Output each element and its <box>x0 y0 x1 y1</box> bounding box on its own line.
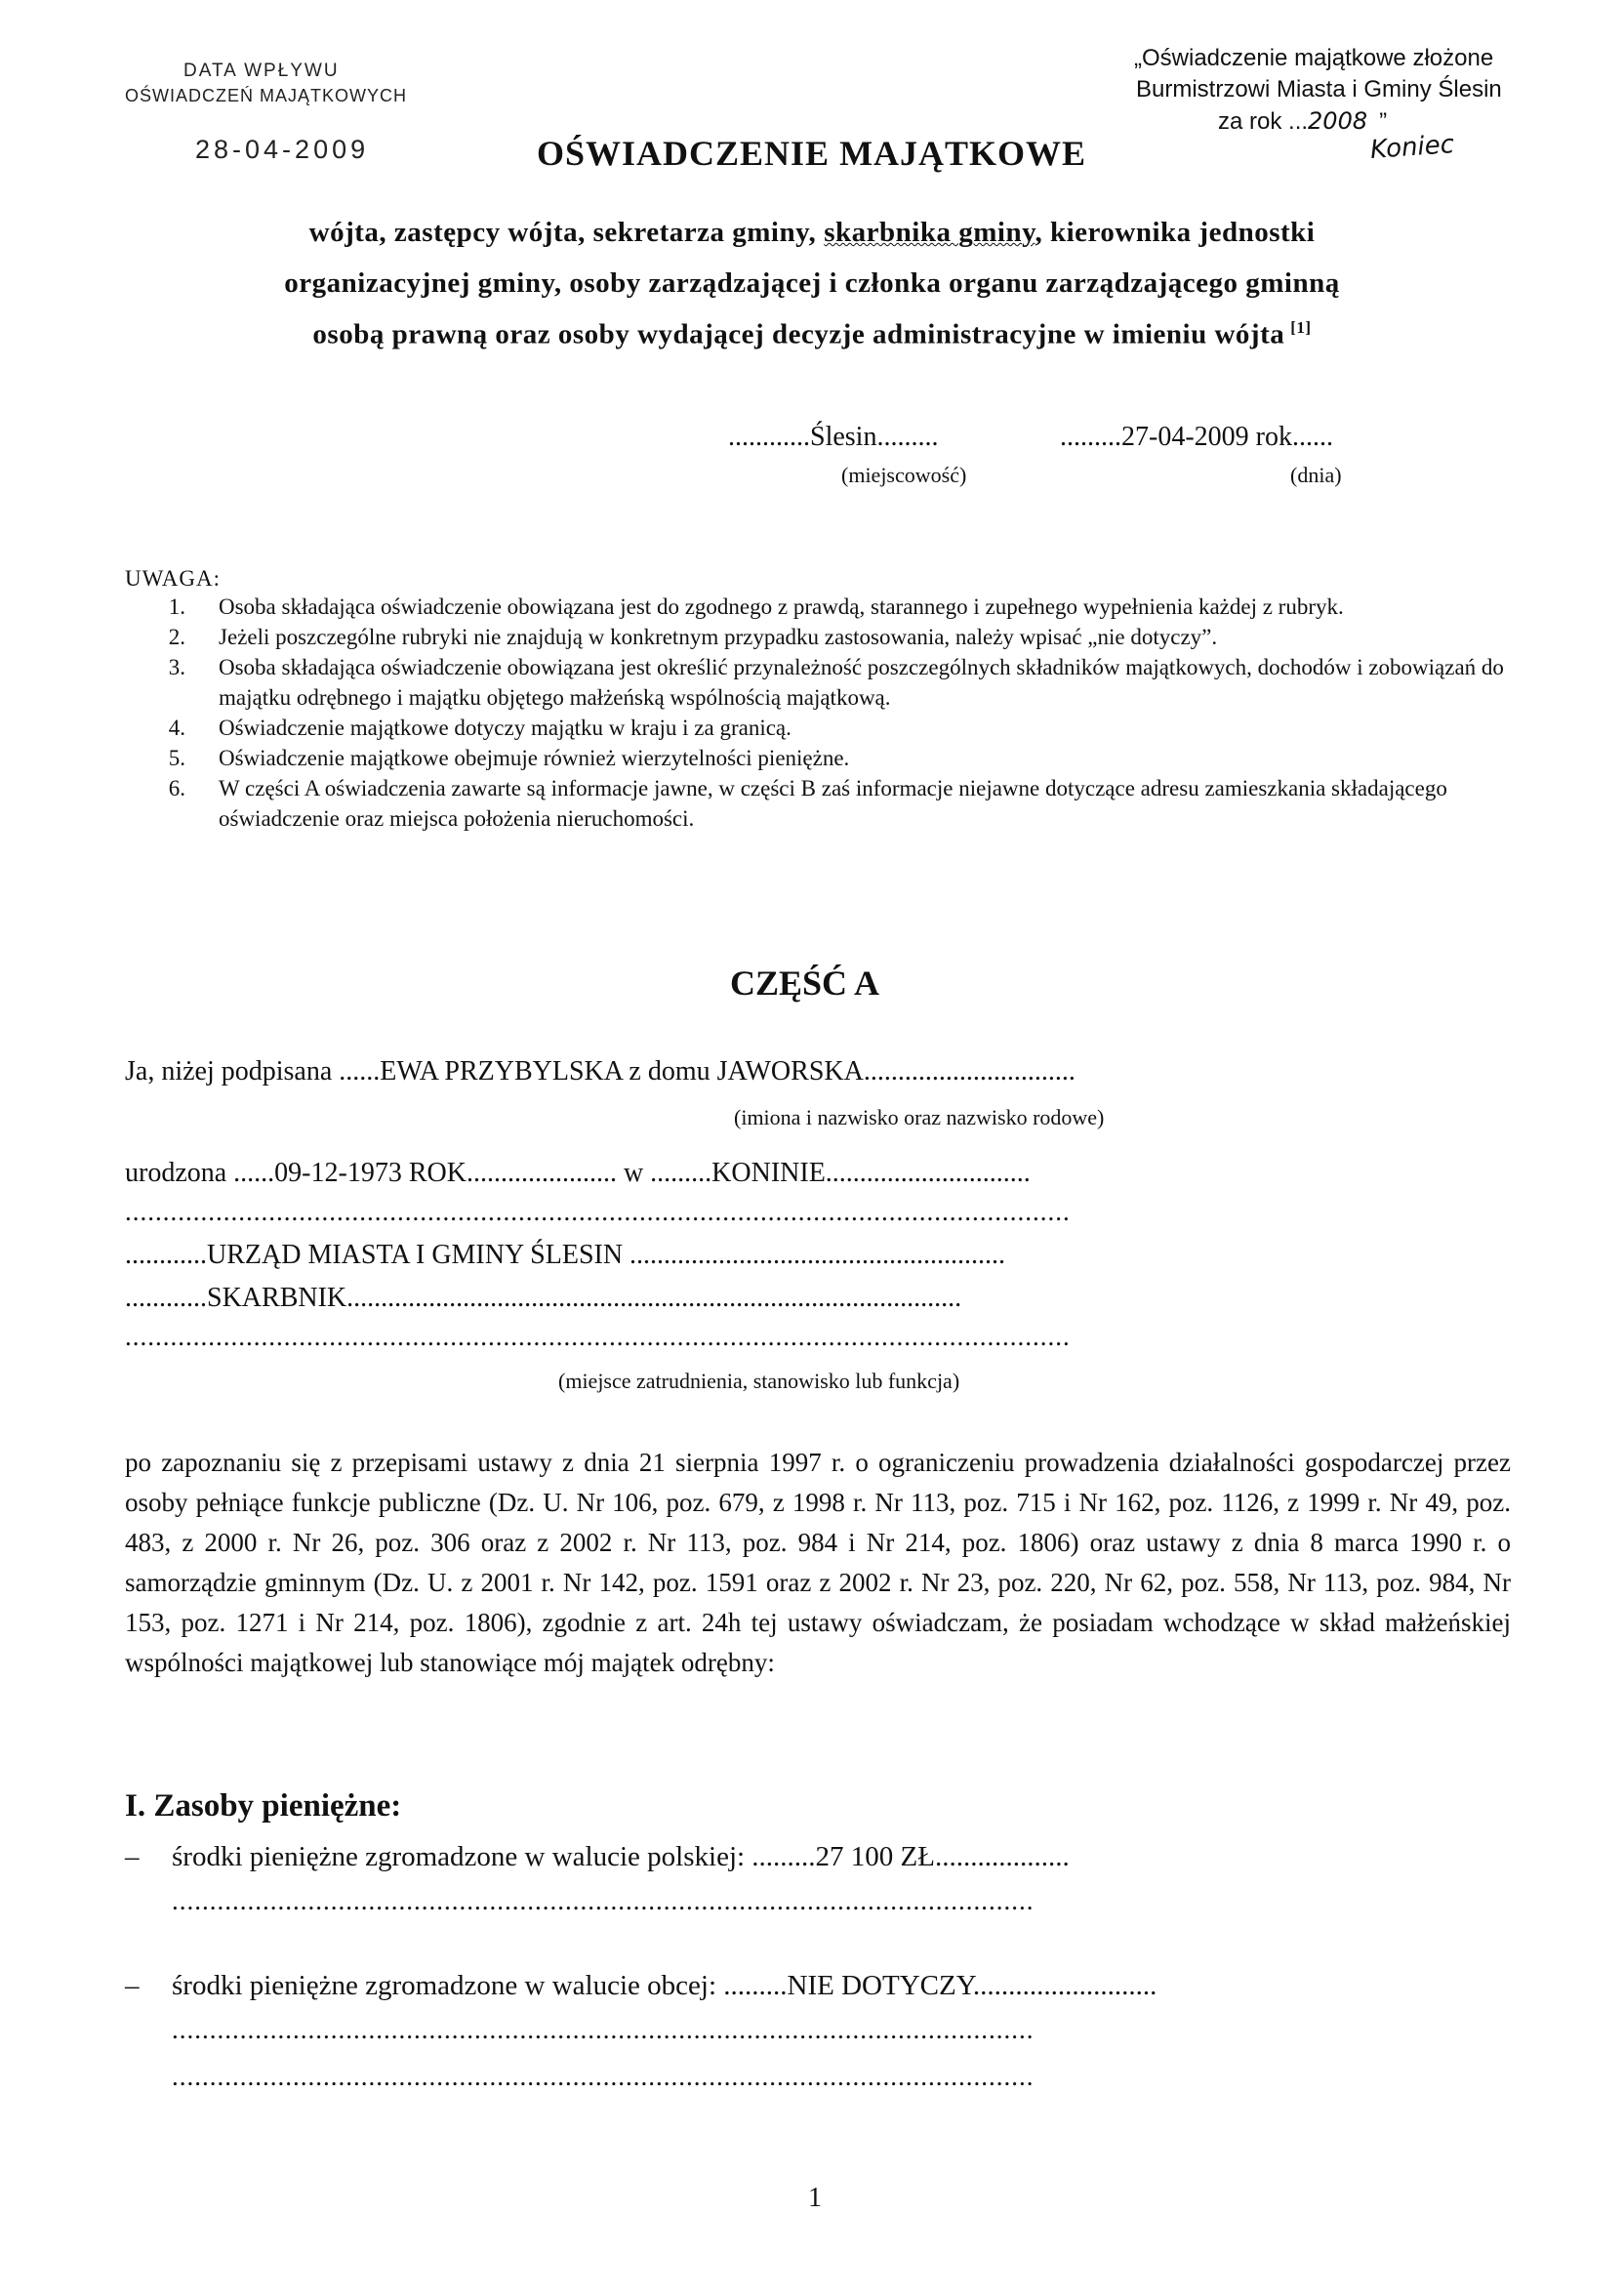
notes-item-number: 4. <box>168 716 185 740</box>
blank-dotted-line: ............................................................................................................................. <box>125 1197 1071 1226</box>
notes-item-5 <box>156 743 1522 773</box>
subtitle-part-b: skarbnika gminy <box>824 217 1035 248</box>
declarant-name-line: Ja, niżej podpisana ......EWA PRZYBYLSKA z domu JAWORSKA............................... <box>125 1056 1076 1086</box>
declarant-name-caption: (imiona i nazwisko oraz nazwisko rodowe) <box>734 1105 1105 1129</box>
page-number: 1 <box>808 2183 822 2213</box>
header-note-line3 <box>1218 107 1387 136</box>
subtitle-part-c: , kierownika jednostki <box>1035 217 1316 248</box>
birth-line: urodzona ......09-12-1973 ROK...................... w .........KONINIE.............................. <box>125 1158 1031 1188</box>
document-title: OŚWIADCZENIE MAJĄTKOWE <box>537 134 1087 173</box>
section-1-heading: I. Zasoby pieniężne: <box>125 1788 402 1824</box>
date-caption: (dnia) <box>1290 463 1342 487</box>
dash-bullet: – <box>125 1841 140 1872</box>
notes-item-text: Oświadczenie majątkowe dotyczy majątku w kraju i za granicą. <box>219 716 792 740</box>
notes-item-number: 1. <box>168 594 185 619</box>
header-note-year: 2008 <box>1308 107 1368 135</box>
notes-item-text: Osoba składająca oświadczenie obowiązana jest do zgodnego z prawdą, starannego i zupełnego wypełnienia każdej z rubryk. <box>219 594 1344 619</box>
notes-item-1 <box>156 592 1522 622</box>
employment-caption: (miejsce zatrudnienia, stanowisko lub funkcja) <box>558 1369 960 1393</box>
received-stamp-label: DATA WPŁYWU <box>183 61 340 81</box>
notes-item-text: W części A oświadczenia zawarte są informacje jawne, w części B zaś informacje niejawne dotyczące adresu zamieszkania składającego oświadczenie oraz miejsca położenia nieruchomości. <box>219 776 1447 831</box>
notes-item-2 <box>156 622 1522 652</box>
notes-item-text: Jeżeli poszczególne rubryki nie znajdują w konkretnym przypadku zastosowania, należy wpisać „nie dotyczy”. <box>219 625 1218 649</box>
handwritten-note: Koniec <box>1369 130 1455 165</box>
notes-item-number: 2. <box>168 625 185 649</box>
notes-item-number: 3. <box>168 655 185 679</box>
place-caption: (miejscowość) <box>841 463 967 487</box>
notes-item-number: 6. <box>168 776 185 800</box>
date-field: .........27-04-2009 rok...... <box>1060 422 1333 452</box>
header-note-year-prefix: za rok ... <box>1218 108 1309 135</box>
declaration-paragraph: po zapoznaniu się z przepisami ustawy z dnia 21 sierpnia 1997 r. o ograniczeniu prowadzenia działalności gospodarczej przez osoby pełniące funkcje publiczne (Dz. U. Nr 106, poz. 679, z 1998 r. Nr 113, poz. 715 i Nr 162, poz. 1126, z 1999 r. Nr 49, poz. 483, z 2000 r. Nr 26, poz. 306 oraz z 2002 r. Nr 113, poz. 984 i Nr 214, poz. 1806) oraz ustawy z dnia 8 marca 1990 r. o samorządzie gminnym (Dz. U. z 2001 r. Nr 142, poz. 1591 oraz z 2002 r. Nr 23, poz. 220, Nr 62, poz. 558, Nr 113, poz. 984, Nr 153, poz. 1271 i Nr 214, poz. 1806), zgodnie z art. 24h tej ustawy oświadczam, że posiadam wchodzące w skład małżeńskiej wspólności majątkowej lub stanowiące mój majątek odrębny: <box>125 1448 1511 1677</box>
foreign-funds-text: środki pieniężne zgromadzone w walucie obcej: .........NIE DOTYCZY.......................... <box>172 1970 1157 2001</box>
notes-item-text: Oświadczenie majątkowe obejmuje również wierzytelności pieniężne. <box>219 746 850 770</box>
notes-item-3 <box>156 652 1522 713</box>
header-note-year-suffix: ” <box>1379 108 1388 135</box>
blank-dotted-line: ............................................................................................................................. <box>125 1322 1071 1351</box>
pln-funds-text: środki pieniężne zgromadzone w walucie polskiej: .........27 100 ZŁ................... <box>172 1841 1070 1872</box>
notes-item-4 <box>156 713 1522 743</box>
received-stamp-date: 28-04-2009 <box>195 135 370 164</box>
header-note-line2: Burmistrzowi Miasta i Gminy Ślesin <box>1136 76 1502 102</box>
part-a-heading: CZĘŚĆ A <box>730 964 880 1003</box>
foreign-funds-line <box>125 1970 1157 2002</box>
blank-dotted-line: .................................................................................................................. <box>172 1886 1035 1915</box>
blank-dotted-line: .................................................................................................................. <box>172 2015 1035 2044</box>
dash-bullet: – <box>125 1970 140 2001</box>
received-stamp-sublabel: OŚWIADCZEŃ MAJĄTKOWYCH <box>125 86 408 105</box>
subtitle-part-a: wójta, zastępcy wójta, sekretarza gminy, <box>308 217 817 248</box>
footnote-marker: [1] <box>1290 318 1312 337</box>
header-note-line1: „Oświadczenie majątkowe złożone <box>1134 45 1494 71</box>
pln-funds-line <box>125 1841 1070 1873</box>
notes-item-text: Osoba składająca oświadczenie obowiązana jest określić przynależność poszczególnych składników majątkowych, dochodów i zobowiązań do majątku odrębnego i majątku objętego małżeńską wspólnością majątkową. <box>219 655 1504 710</box>
position-line: ............SKARBNIK.......................................................................................... <box>125 1283 962 1313</box>
subtitle-part-d: osobą prawną oraz osoby wydającej decyzje administracyjne w imieniu wójta <box>312 318 1285 350</box>
notes-item-number: 5. <box>168 746 185 770</box>
employer-line: ............URZĄD MIASTA I GMINY ŚLESIN ....................................................... <box>125 1240 1006 1270</box>
place-field: ............Ślesin......... <box>728 422 939 452</box>
blank-dotted-line: .................................................................................................................. <box>172 2062 1035 2091</box>
subtitle-line1 <box>0 217 1624 249</box>
subtitle-line3 <box>0 318 1624 351</box>
subtitle-line2: organizacyjnej gminy, osoby zarządzającej i członka organu zarządzającego gminną <box>284 267 1340 299</box>
notes-item-6 <box>156 773 1522 834</box>
notes-list <box>156 592 1522 834</box>
notes-heading: UWAGA: <box>125 566 221 591</box>
